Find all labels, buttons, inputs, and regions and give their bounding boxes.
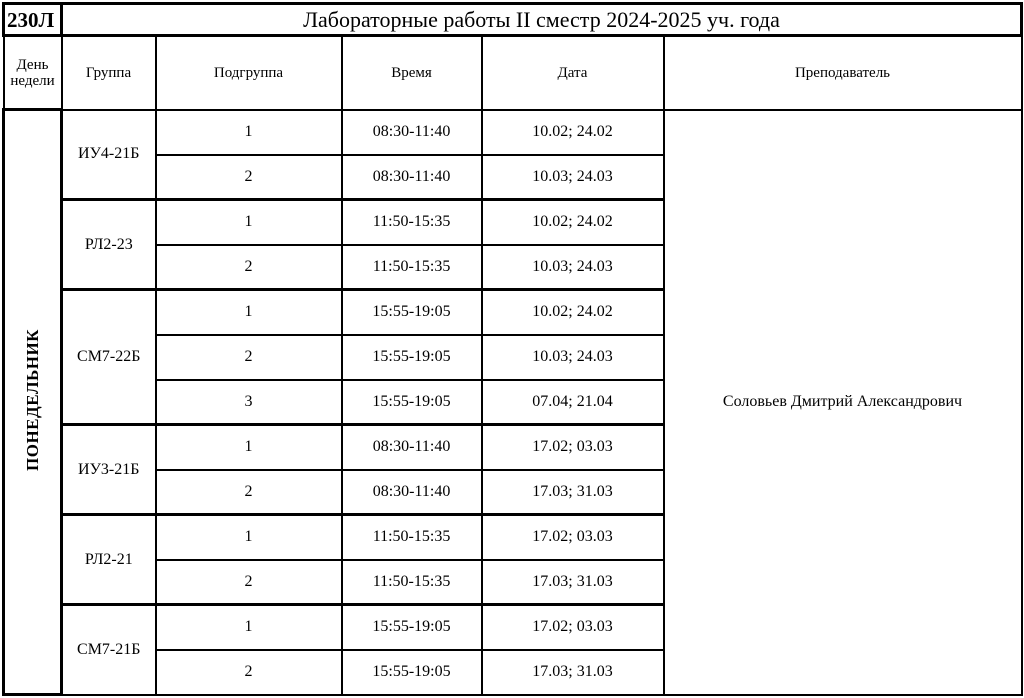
page-title: Лабораторные работы II сместр 2024-2025 уч. года bbox=[62, 4, 1022, 36]
day-cell bbox=[4, 110, 62, 695]
subgroup-cell: 1 bbox=[156, 515, 342, 560]
time-cell: 15:55-19:05 bbox=[342, 380, 482, 425]
subgroup-cell: 2 bbox=[156, 560, 342, 605]
date-cell: 17.02; 03.03 bbox=[482, 605, 664, 650]
group-name: РЛ2-23 bbox=[62, 200, 156, 290]
time-cell: 15:55-19:05 bbox=[342, 650, 482, 695]
group-name: СМ7-22Б bbox=[62, 290, 156, 425]
schedule-table bbox=[2, 2, 1023, 696]
subgroup-cell: 3 bbox=[156, 380, 342, 425]
time-cell: 11:50-15:35 bbox=[342, 560, 482, 605]
time-cell: 08:30-11:40 bbox=[342, 110, 482, 155]
date-cell: 07.04; 21.04 bbox=[482, 380, 664, 425]
header-teacher: Преподаватель bbox=[664, 36, 1022, 110]
table-row bbox=[4, 110, 1022, 155]
date-cell: 17.02; 03.03 bbox=[482, 425, 664, 470]
group-name: ИУ3-21Б bbox=[62, 425, 156, 515]
subgroup-cell: 1 bbox=[156, 110, 342, 155]
group-name: СМ7-21Б bbox=[62, 605, 156, 695]
header-day: День недели bbox=[4, 36, 62, 110]
subgroup-cell: 2 bbox=[156, 335, 342, 380]
time-cell: 08:30-11:40 bbox=[342, 155, 482, 200]
time-cell: 11:50-15:35 bbox=[342, 515, 482, 560]
date-cell: 10.02; 24.02 bbox=[482, 200, 664, 245]
schedule-sheet bbox=[2, 2, 1023, 696]
date-cell: 10.03; 24.03 bbox=[482, 245, 664, 290]
date-cell: 10.02; 24.02 bbox=[482, 110, 664, 155]
header-subgroup: Подгруппа bbox=[156, 36, 342, 110]
day-label: ПОНЕДЕЛЬНИК bbox=[22, 328, 42, 471]
time-cell: 11:50-15:35 bbox=[342, 245, 482, 290]
group-name: РЛ2-21 bbox=[62, 515, 156, 605]
date-cell: 17.03; 31.03 bbox=[482, 470, 664, 515]
date-cell: 17.03; 31.03 bbox=[482, 560, 664, 605]
date-cell: 17.03; 31.03 bbox=[482, 650, 664, 695]
header-date: Дата bbox=[482, 36, 664, 110]
time-cell: 08:30-11:40 bbox=[342, 425, 482, 470]
date-cell: 10.02; 24.02 bbox=[482, 290, 664, 335]
subgroup-cell: 2 bbox=[156, 650, 342, 695]
date-cell: 10.03; 24.03 bbox=[482, 335, 664, 380]
header-group: Группа bbox=[62, 36, 156, 110]
subgroup-cell: 1 bbox=[156, 290, 342, 335]
subgroup-cell: 1 bbox=[156, 425, 342, 470]
date-cell: 17.02; 03.03 bbox=[482, 515, 664, 560]
time-cell: 08:30-11:40 bbox=[342, 470, 482, 515]
subgroup-cell: 1 bbox=[156, 200, 342, 245]
header-time: Время bbox=[342, 36, 482, 110]
subgroup-cell: 2 bbox=[156, 155, 342, 200]
subgroup-cell: 2 bbox=[156, 245, 342, 290]
time-cell: 15:55-19:05 bbox=[342, 335, 482, 380]
subgroup-cell: 1 bbox=[156, 605, 342, 650]
group-name: ИУ4-21Б bbox=[62, 110, 156, 200]
teacher-name: Соловьев Дмитрий Александрович bbox=[664, 110, 1022, 695]
date-cell: 10.03; 24.03 bbox=[482, 155, 664, 200]
time-cell: 15:55-19:05 bbox=[342, 605, 482, 650]
time-cell: 11:50-15:35 bbox=[342, 200, 482, 245]
time-cell: 15:55-19:05 bbox=[342, 290, 482, 335]
subgroup-cell: 2 bbox=[156, 470, 342, 515]
room-number: 230Л bbox=[4, 4, 62, 36]
